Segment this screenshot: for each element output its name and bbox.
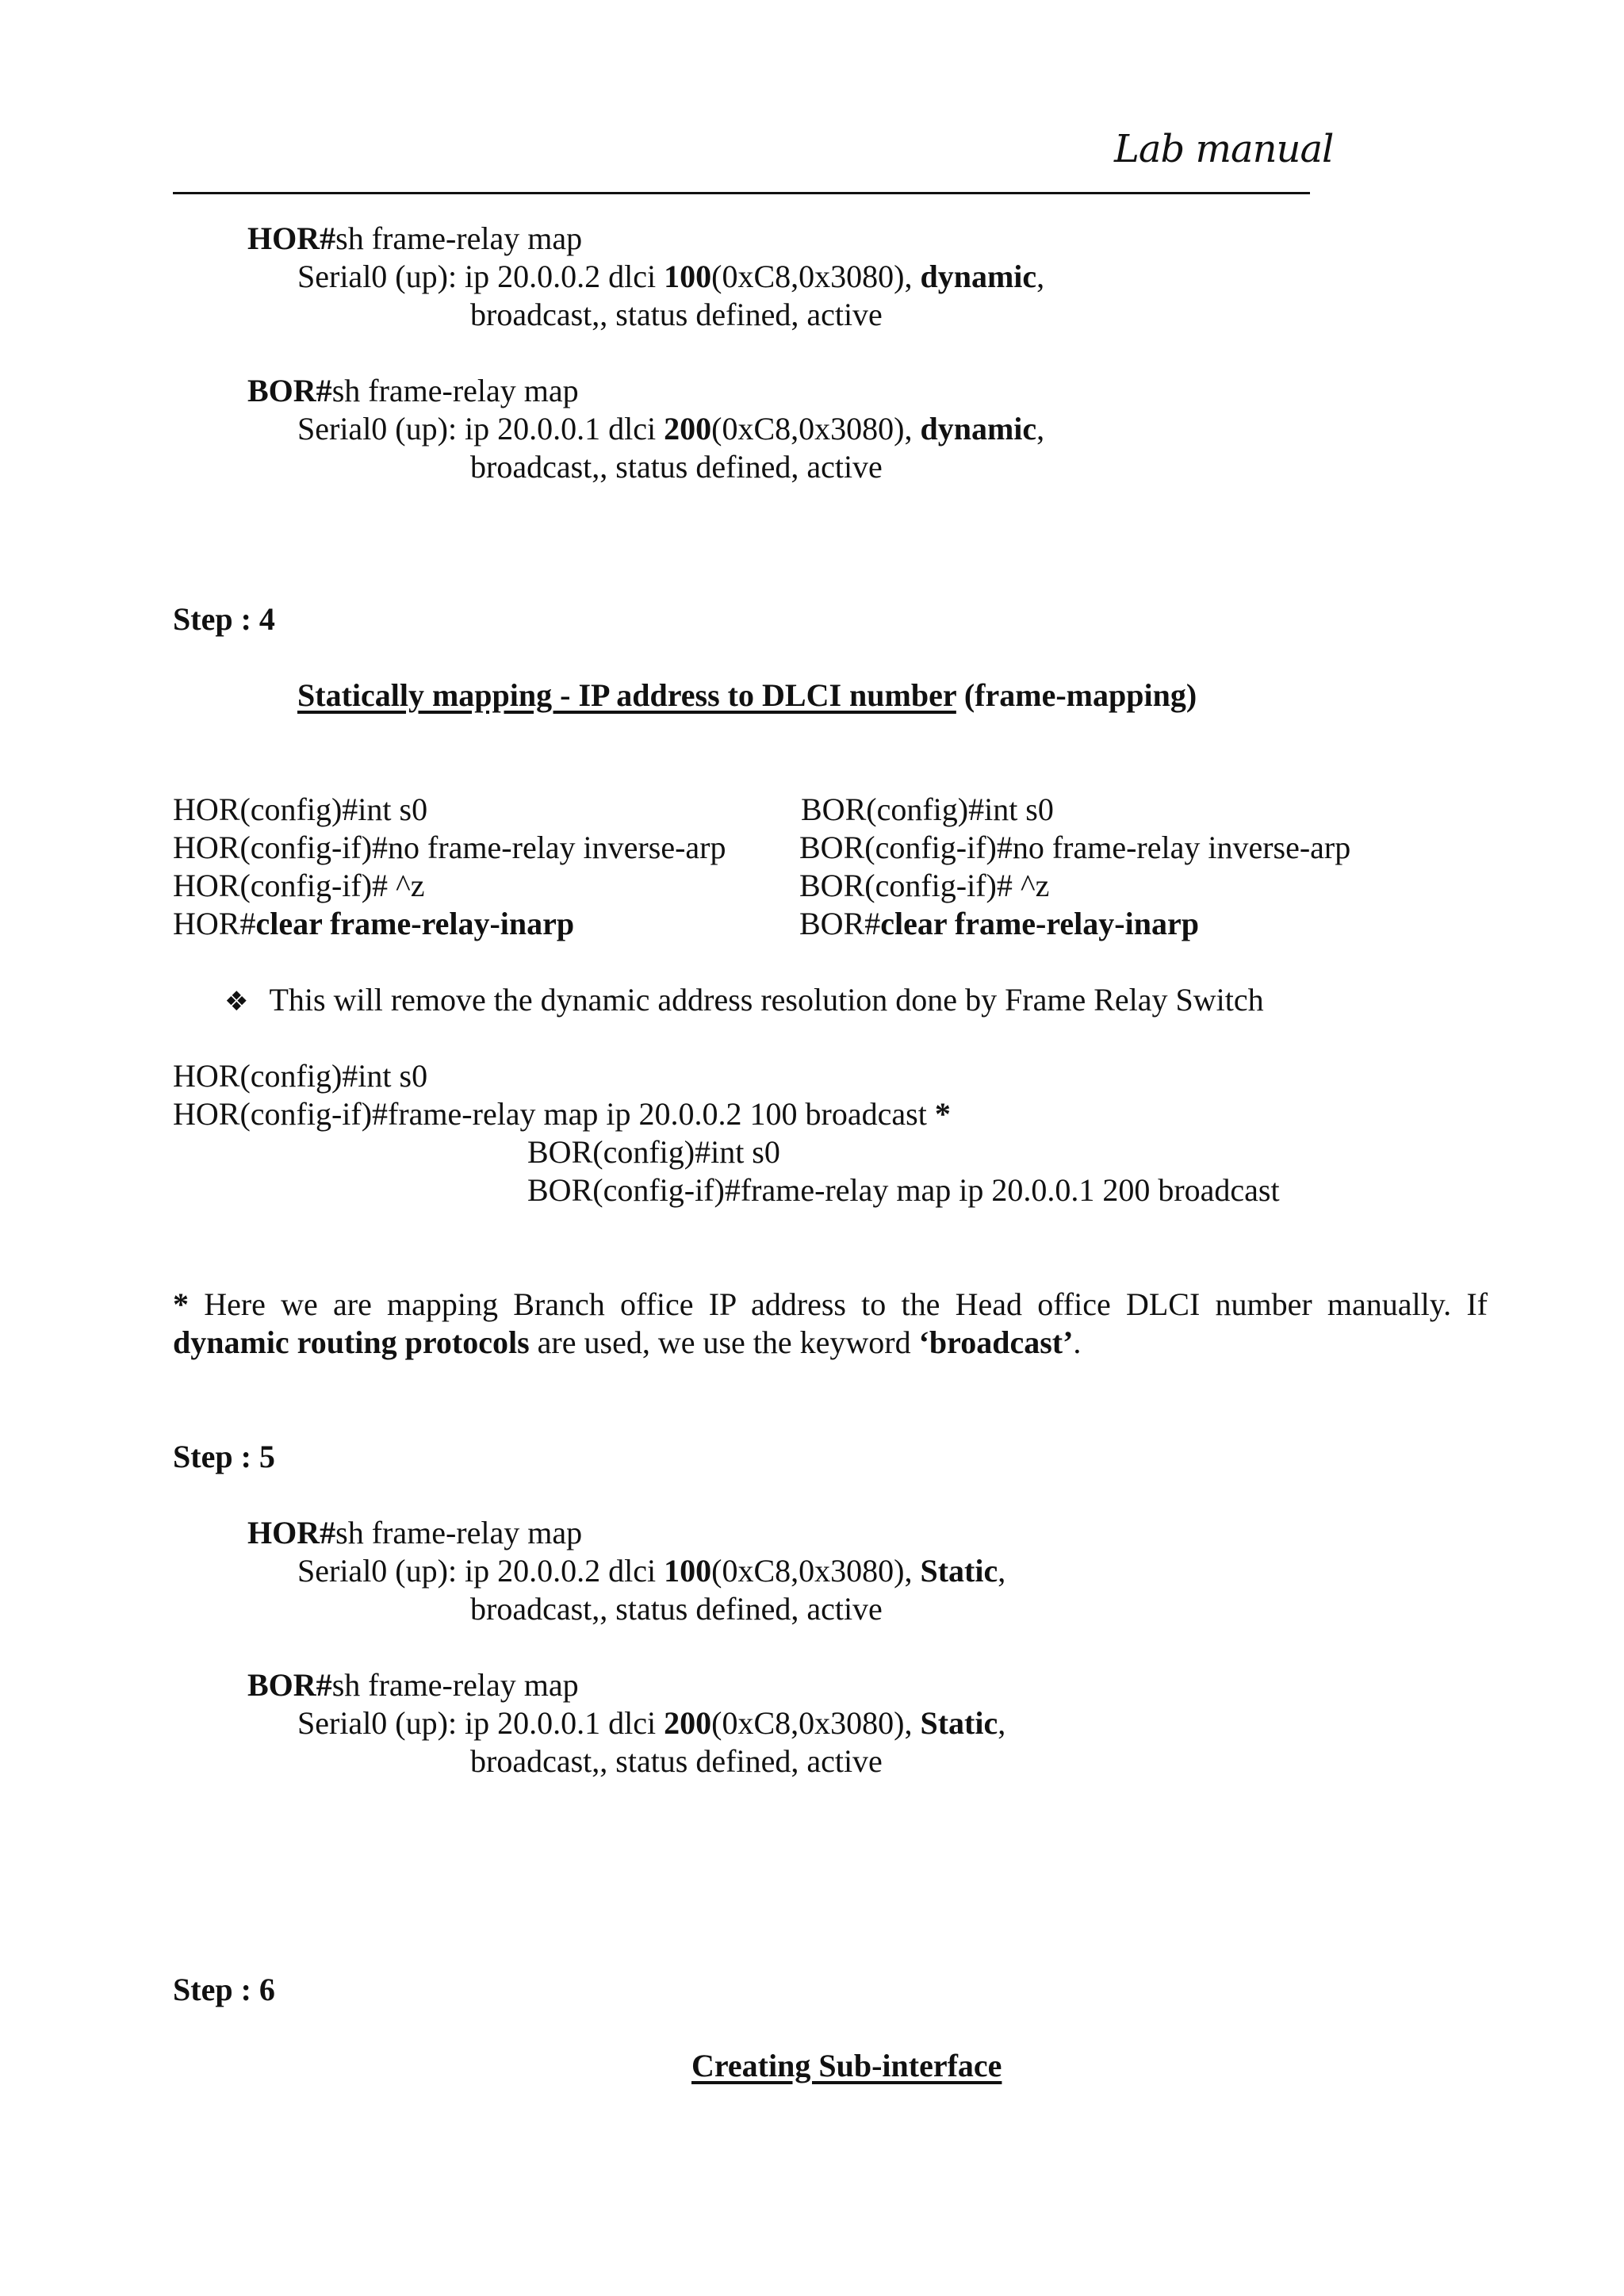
hor-map-line2: broadcast,, status defined, active <box>470 1591 883 1627</box>
bor-map-line1: Serial0 (up): ip 20.0.0.1 dlci 200(0xC8,0x3080), dynamic, <box>297 411 1045 447</box>
hor-clear-inarp-line: HOR#clear frame-relay-inarp <box>173 906 575 941</box>
bor-map-line2: broadcast,, status defined, active <box>470 1743 883 1779</box>
bor-map-config-line: BOR(config-if)#frame-relay map ip 20.0.0.1 200 broadcast <box>527 1172 1280 1208</box>
hor-map-config-line: HOR(config-if)#frame-relay map ip 20.0.0.2 100 broadcast * <box>173 1096 951 1132</box>
step-6-label: Step : 6 <box>173 1972 275 2007</box>
bullet-note: ❖ This will remove the dynamic address resolution done by Frame Relay Switch <box>224 982 1264 1018</box>
hor-map-line1: Serial0 (up): ip 20.0.0.2 dlci 100(0xC8,0x3080), dynamic, <box>297 259 1045 294</box>
step-5-label: Step : 5 <box>173 1439 275 1474</box>
hor-show-command: HOR#sh frame-relay map <box>247 220 583 256</box>
hor-config-line: HOR(config)#int s0 <box>173 792 428 827</box>
bor-config-line: BOR(config-if)# ^z <box>799 868 1050 903</box>
step-4-heading: Statically mapping - IP address to DLCI number (frame-mapping) <box>297 677 1197 713</box>
bor-map-config-line: BOR(config)#int s0 <box>527 1134 780 1170</box>
bor-config-line: BOR(config)#int s0 <box>801 792 1054 827</box>
hor-map-config-line: HOR(config)#int s0 <box>173 1058 428 1094</box>
bor-show-command: BOR#sh frame-relay map <box>247 373 579 408</box>
diamond-bullet-icon: ❖ <box>224 986 249 1018</box>
bor-config-line: BOR(config-if)#no frame-relay inverse-arp <box>799 830 1351 865</box>
footnote-paragraph: * Here we are mapping Branch office IP address to the Head office DLCI number manually. If dynamic routing protocols are used, we use the keyword ‘broadcast’. <box>173 1286 1488 1360</box>
hor-map-line2: broadcast,, status defined, active <box>470 297 883 332</box>
page-header-title: Lab manual <box>1114 127 1334 171</box>
hor-map-line1: Serial0 (up): ip 20.0.0.2 dlci 100(0xC8,0x3080), Static, <box>297 1553 1006 1589</box>
hor-show-command: HOR#sh frame-relay map <box>247 1515 583 1550</box>
step-4-label: Step : 4 <box>173 601 275 637</box>
header-rule <box>173 192 1310 194</box>
bor-clear-inarp-line: BOR#clear frame-relay-inarp <box>799 906 1199 941</box>
bor-map-line1: Serial0 (up): ip 20.0.0.1 dlci 200(0xC8,0x3080), Static, <box>297 1705 1006 1741</box>
hor-config-line: HOR(config-if)#no frame-relay inverse-arp <box>173 830 726 865</box>
bor-map-line2: broadcast,, status defined, active <box>470 449 883 485</box>
hor-config-line: HOR(config-if)# ^z <box>173 868 425 903</box>
bor-show-command: BOR#sh frame-relay map <box>247 1667 579 1703</box>
step-6-heading: Creating Sub-interface <box>691 2048 1002 2083</box>
